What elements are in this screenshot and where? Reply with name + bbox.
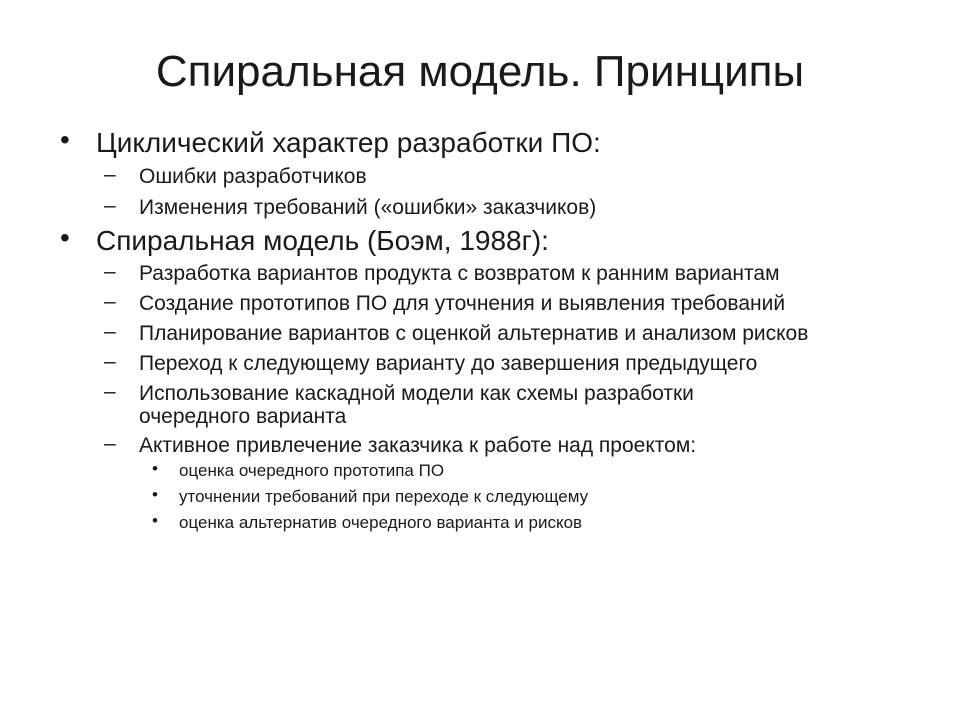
dash-icon: – (104, 163, 116, 186)
bullet-1-sub-2: Изменения требований («ошибки» заказчиков) (139, 196, 597, 219)
dash-icon: – (104, 194, 116, 217)
bullet-2-sub-3: Планирование вариантов с оценкой альтернатив и анализом рисков (139, 322, 809, 345)
dash-icon: – (104, 290, 116, 313)
bullet-2-subsub-2: уточнении требований при переходе к следующему (179, 487, 589, 506)
bullet-2-sub-5-continuation: очередного варианта (139, 405, 347, 428)
bullet-2-sub-4: Переход к следующему варианту до завершения предыдущего (139, 352, 758, 375)
dash-icon: – (104, 320, 116, 343)
bullet-1-sub-1: Ошибки разработчиков (139, 165, 367, 188)
bullet-icon: • (152, 511, 158, 530)
bullet-2-sub-5: Использование каскадной модели как схемы разработки (139, 382, 694, 405)
bullet-icon: • (60, 124, 70, 155)
dash-icon: – (104, 380, 116, 403)
bullet-1-text: Циклический характер разработки ПО: (96, 127, 601, 158)
bullet-2-sub-1: Разработка вариантов продукта с возвратом к ранним вариантам (139, 262, 780, 285)
dash-icon: – (104, 350, 116, 373)
bullet-2-sub-2: Создание прототипов ПО для уточнения и выявления требований (139, 292, 786, 315)
bullet-2-text: Спиральная модель (Боэм, 1988г): (96, 225, 549, 256)
bullet-2-sub-6: Активное привлечение заказчика к работе над проектом: (139, 434, 697, 457)
slide-title: Спиральная модель. Принципы (155, 47, 805, 96)
bullet-2-subsub-1: оценка очередного прототипа ПО (179, 461, 445, 480)
bullet-icon: • (152, 485, 158, 504)
dash-icon: – (104, 432, 116, 455)
bullet-2-subsub-3: оценка альтернатив очередного варианта и рисков (179, 513, 583, 532)
dash-icon: – (104, 260, 116, 283)
bullet-icon: • (60, 222, 70, 253)
bullet-icon: • (152, 459, 158, 478)
